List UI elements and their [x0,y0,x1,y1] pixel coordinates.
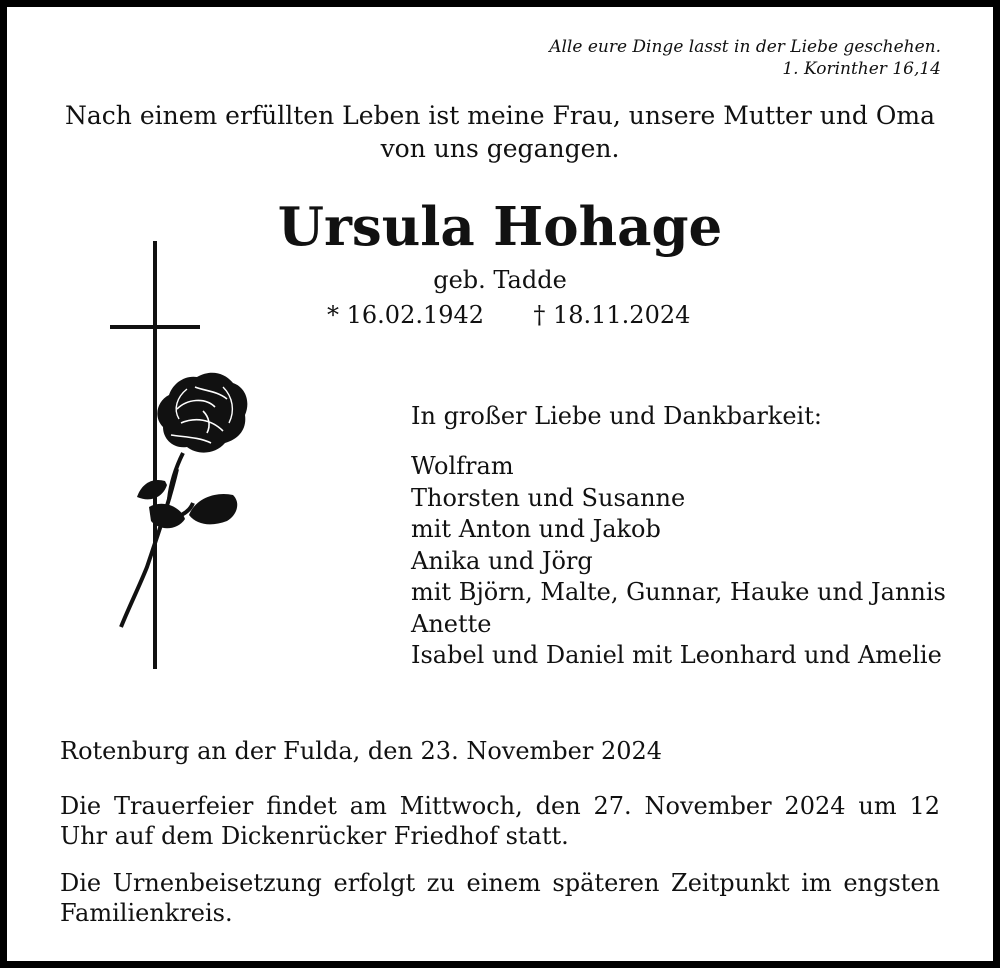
mourner-line: Wolfram [411,452,514,480]
birth-date: * 16.02.1942 [327,301,485,329]
funeral-service-info: Die Trauerfeier findet am Mittwoch, den 27. November 2024 um 12 Uhr auf dem Dickenrücker Friedhof statt. [60,792,940,850]
bible-verse [549,36,941,80]
cross-icon [110,241,200,669]
urn-burial-info: Die Urnenbeisetzung erfolgt zu einem späteren Zeitpunkt im engsten Familienkreis. [60,869,940,927]
mourner-line: Isabel und Daniel mit Leonhard und Amelie [411,641,942,669]
place-and-date: Rotenburg an der Fulda, den 23. November 2024 [60,737,663,765]
life-dates [327,300,690,330]
mourner-line: Thorsten und Susanne [411,483,686,512]
intro-text [7,99,993,165]
mourners-heading: In großer Liebe und Dankbarkeit: [411,402,822,430]
death-date: † 18.11.2024 [533,301,691,329]
mourner-line: mit Björn, Malte, Gunnar, Hauke und Jannis [411,578,946,606]
verse-reference: 1. Korinther 16,14 [782,59,941,79]
intro-line-1: Nach einem erfüllten Leben ist meine Frau, unsere Mutter und Oma [64,101,935,130]
deceased-name: Ursula Hohage [277,196,723,258]
maiden-name: geb. Tadde [433,266,567,294]
rose-icon [121,373,247,627]
mourner-line: Anette [411,609,492,638]
intro-line-2: von uns gegangen. [380,134,620,163]
mourner-line: Anika und Jörg [411,546,593,575]
cross-with-rose-icon [107,241,267,671]
mourner-line: mit Anton und Jakob [411,515,661,543]
mourners-list [411,451,946,672]
verse-text: Alle eure Dinge lasst in der Liebe geschehen. [549,37,941,57]
